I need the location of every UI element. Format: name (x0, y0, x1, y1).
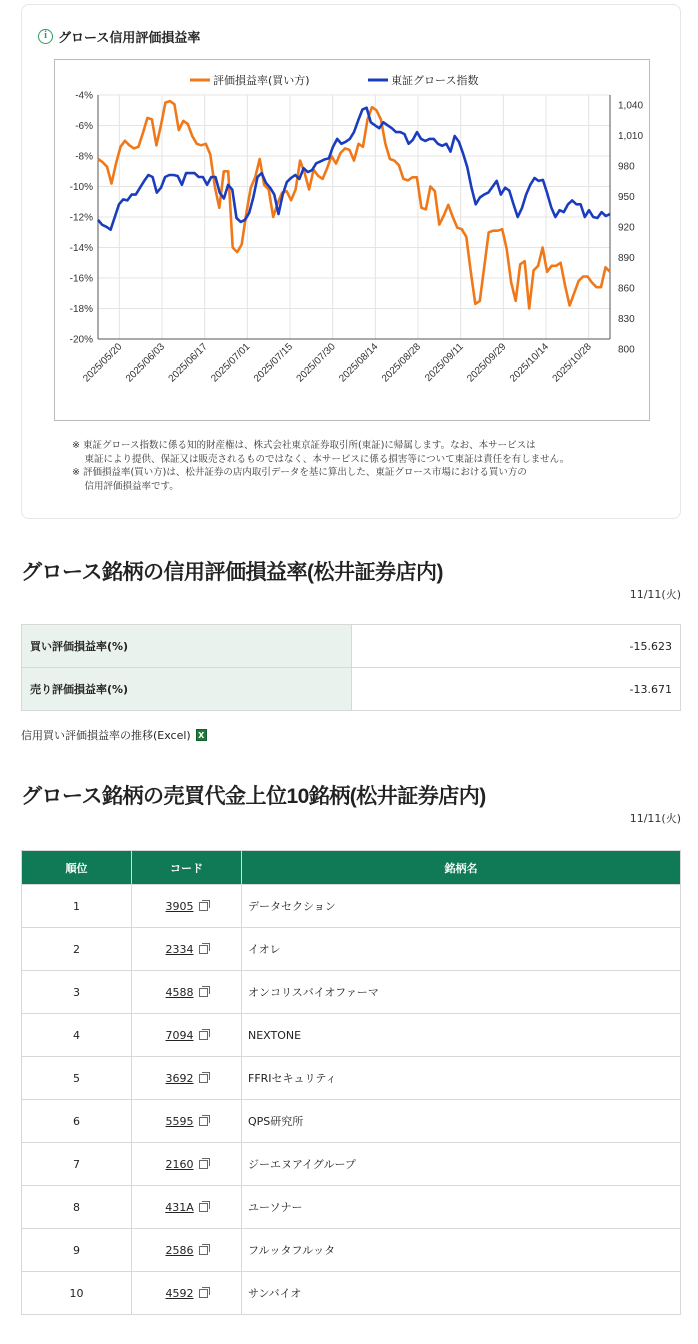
stock-name-cell: ジーエヌアイグループ (242, 1143, 681, 1186)
y-left-tick-label: -6% (75, 121, 93, 132)
stock-code-link[interactable]: 7094 (165, 1028, 194, 1042)
rank-cell: 4 (22, 1014, 132, 1057)
chart-note-line: 東証により提供、保証又は販売されるものではなく、本サービスに係る損害等について東証は責任を有しません。 (72, 453, 570, 465)
stock-code-link[interactable]: 3905 (165, 899, 194, 913)
chart-note-line: ※ 評価損益率(買い方)は、松井証券の店内取引データを基に算出した、東証グロース市場における買い方の (72, 467, 527, 478)
y-right-tick-label: 860 (618, 283, 635, 295)
margin-section-heading: グロース銘柄の信用評価損益率(松井証券店内) (21, 561, 443, 584)
y-left-tick-label: -16% (69, 273, 93, 285)
copy-icon[interactable] (199, 1289, 208, 1298)
code-cell (132, 1100, 242, 1143)
y-right-tick-label: 890 (618, 253, 635, 265)
table-row (22, 1100, 681, 1143)
chart-container (54, 59, 650, 421)
y-left-tick-label: -4% (75, 90, 93, 102)
table-row (22, 668, 681, 711)
x-tick-label: 2025/10/14 (507, 341, 552, 385)
x-tick-label: 2025/06/03 (123, 341, 168, 385)
copy-icon[interactable] (199, 1246, 208, 1255)
chart-note-line: ※ 東証グロース指数に係る知的財産権は、株式会社東京証券取引所(東証)に帰属します。なお、本サービスは (72, 440, 536, 451)
line-chart (55, 60, 649, 420)
y-left-tick-label: -20% (69, 334, 93, 346)
sell-eval-value: -13.671 (352, 668, 681, 711)
x-tick-label: 2025/06/17 (166, 341, 210, 385)
rank-cell: 8 (22, 1186, 132, 1229)
stock-name-cell: サンバイオ (242, 1272, 681, 1315)
stock-code-link[interactable]: 4588 (165, 985, 194, 999)
stock-code-link[interactable]: 2586 (165, 1243, 194, 1257)
ranking-section-date: 11/11(火) (629, 812, 681, 825)
stock-name-cell: オンコリスバイオファーマ (242, 971, 681, 1014)
excel-link-text[interactable]: 信用買い評価損益率の推移(Excel) (21, 729, 191, 742)
code-cell (132, 971, 242, 1014)
table-row (22, 625, 681, 668)
margin-section-date: 11/11(火) (629, 588, 681, 601)
chart-card-title (38, 27, 200, 46)
code-cell (132, 1186, 242, 1229)
stock-name-cell: NEXTONE (242, 1014, 681, 1057)
stock-code-link[interactable]: 4592 (165, 1286, 194, 1300)
y-right-tick-label: 950 (618, 192, 635, 204)
stock-name-cell: ユーソナー (242, 1186, 681, 1229)
y-right-tick-label: 1,040 (618, 100, 644, 112)
x-tick-label: 2025/08/14 (337, 341, 381, 385)
copy-icon[interactable] (199, 1031, 208, 1040)
rank-cell: 2 (22, 928, 132, 971)
ranking-section-heading: グロース銘柄の売買代金上位10銘柄(松井証券店内) (21, 785, 486, 808)
copy-icon[interactable] (199, 1074, 208, 1083)
chart-note-line: 信用評価損益率です。 (72, 480, 179, 492)
stock-code-link[interactable]: 2160 (165, 1157, 194, 1171)
stock-code-link[interactable]: 2334 (165, 942, 194, 956)
stock-name-cell: FFRIセキュリティ (242, 1057, 681, 1100)
stock-name-cell: QPS研究所 (242, 1100, 681, 1143)
table-header-row (22, 851, 681, 885)
ranking-table-body (22, 885, 681, 1315)
copy-icon[interactable] (199, 902, 208, 911)
column-header-rank: 順位 (22, 851, 132, 885)
x-tick-label: 2025/07/30 (294, 341, 338, 385)
chart-notes (72, 439, 569, 493)
info-icon[interactable]: i (38, 29, 53, 44)
x-tick-label: 2025/07/15 (251, 341, 296, 385)
copy-icon[interactable] (199, 1160, 208, 1169)
stock-code-link[interactable]: 431A (165, 1200, 194, 1214)
chart-title-text: グロース信用評価損益率 (58, 31, 201, 46)
rank-cell: 5 (22, 1057, 132, 1100)
code-cell (132, 1229, 242, 1272)
chart-card (21, 4, 681, 519)
x-tick-label: 2025/08/28 (379, 341, 424, 385)
buy-eval-value: -15.623 (352, 625, 681, 668)
rank-cell: 9 (22, 1229, 132, 1272)
table-row (22, 928, 681, 971)
x-tick-label: 2025/05/20 (81, 341, 125, 385)
y-left-tick-label: -18% (69, 304, 93, 315)
code-cell (132, 928, 242, 971)
rank-cell: 3 (22, 971, 132, 1014)
y-left-tick-label: -12% (69, 212, 93, 224)
rank-cell: 6 (22, 1100, 132, 1143)
excel-icon[interactable]: X (196, 729, 207, 741)
table-row (22, 1229, 681, 1272)
table-row (22, 1057, 681, 1100)
legend-label: 評価損益率(買い方) (213, 74, 310, 87)
table-row (22, 1014, 681, 1057)
stock-code-link[interactable]: 3692 (165, 1071, 194, 1085)
table-row (22, 1186, 681, 1229)
copy-icon[interactable] (199, 945, 208, 954)
x-tick-label: 2025/07/01 (209, 341, 253, 385)
ranking-table (21, 850, 681, 1315)
code-cell (132, 1057, 242, 1100)
buy-eval-label: 買い評価損益率(%) (22, 625, 352, 668)
stock-name-cell: イオレ (242, 928, 681, 971)
code-cell (132, 1143, 242, 1186)
y-right-tick-label: 980 (618, 161, 635, 173)
sell-eval-label: 売り評価損益率(%) (22, 668, 352, 711)
table-row (22, 885, 681, 928)
column-header-name: 銘柄名 (242, 851, 681, 885)
code-cell (132, 1014, 242, 1057)
column-header-code: コード (132, 851, 242, 885)
copy-icon[interactable] (199, 988, 208, 997)
y-right-tick-label: 920 (618, 222, 635, 234)
rank-cell: 1 (22, 885, 132, 928)
rank-cell: 7 (22, 1143, 132, 1186)
stock-name-cell: データセクション (242, 885, 681, 928)
y-right-tick-label: 1,010 (618, 131, 644, 143)
y-left-tick-label: -8% (75, 151, 93, 163)
table-row (22, 971, 681, 1014)
table-row (22, 1272, 681, 1315)
x-tick-label: 2025/10/28 (550, 341, 594, 385)
code-cell (132, 1272, 242, 1315)
margin-eval-table (21, 624, 681, 711)
stock-name-cell: フルッタフルッタ (242, 1229, 681, 1272)
y-right-tick-label: 800 (618, 344, 635, 356)
table-row (22, 1143, 681, 1186)
stock-code-link[interactable]: 5595 (165, 1114, 194, 1128)
excel-download-link[interactable] (21, 727, 207, 743)
x-tick-label: 2025/09/11 (423, 341, 466, 384)
y-left-tick-label: -14% (69, 243, 93, 254)
y-right-tick-label: 830 (618, 314, 635, 326)
copy-icon[interactable] (199, 1203, 208, 1212)
copy-icon[interactable] (199, 1117, 208, 1126)
code-cell (132, 885, 242, 928)
legend-label: 東証グロース指数 (391, 74, 479, 87)
rank-cell: 10 (22, 1272, 132, 1315)
y-left-tick-label: -10% (69, 182, 93, 193)
x-tick-label: 2025/09/29 (465, 341, 509, 385)
